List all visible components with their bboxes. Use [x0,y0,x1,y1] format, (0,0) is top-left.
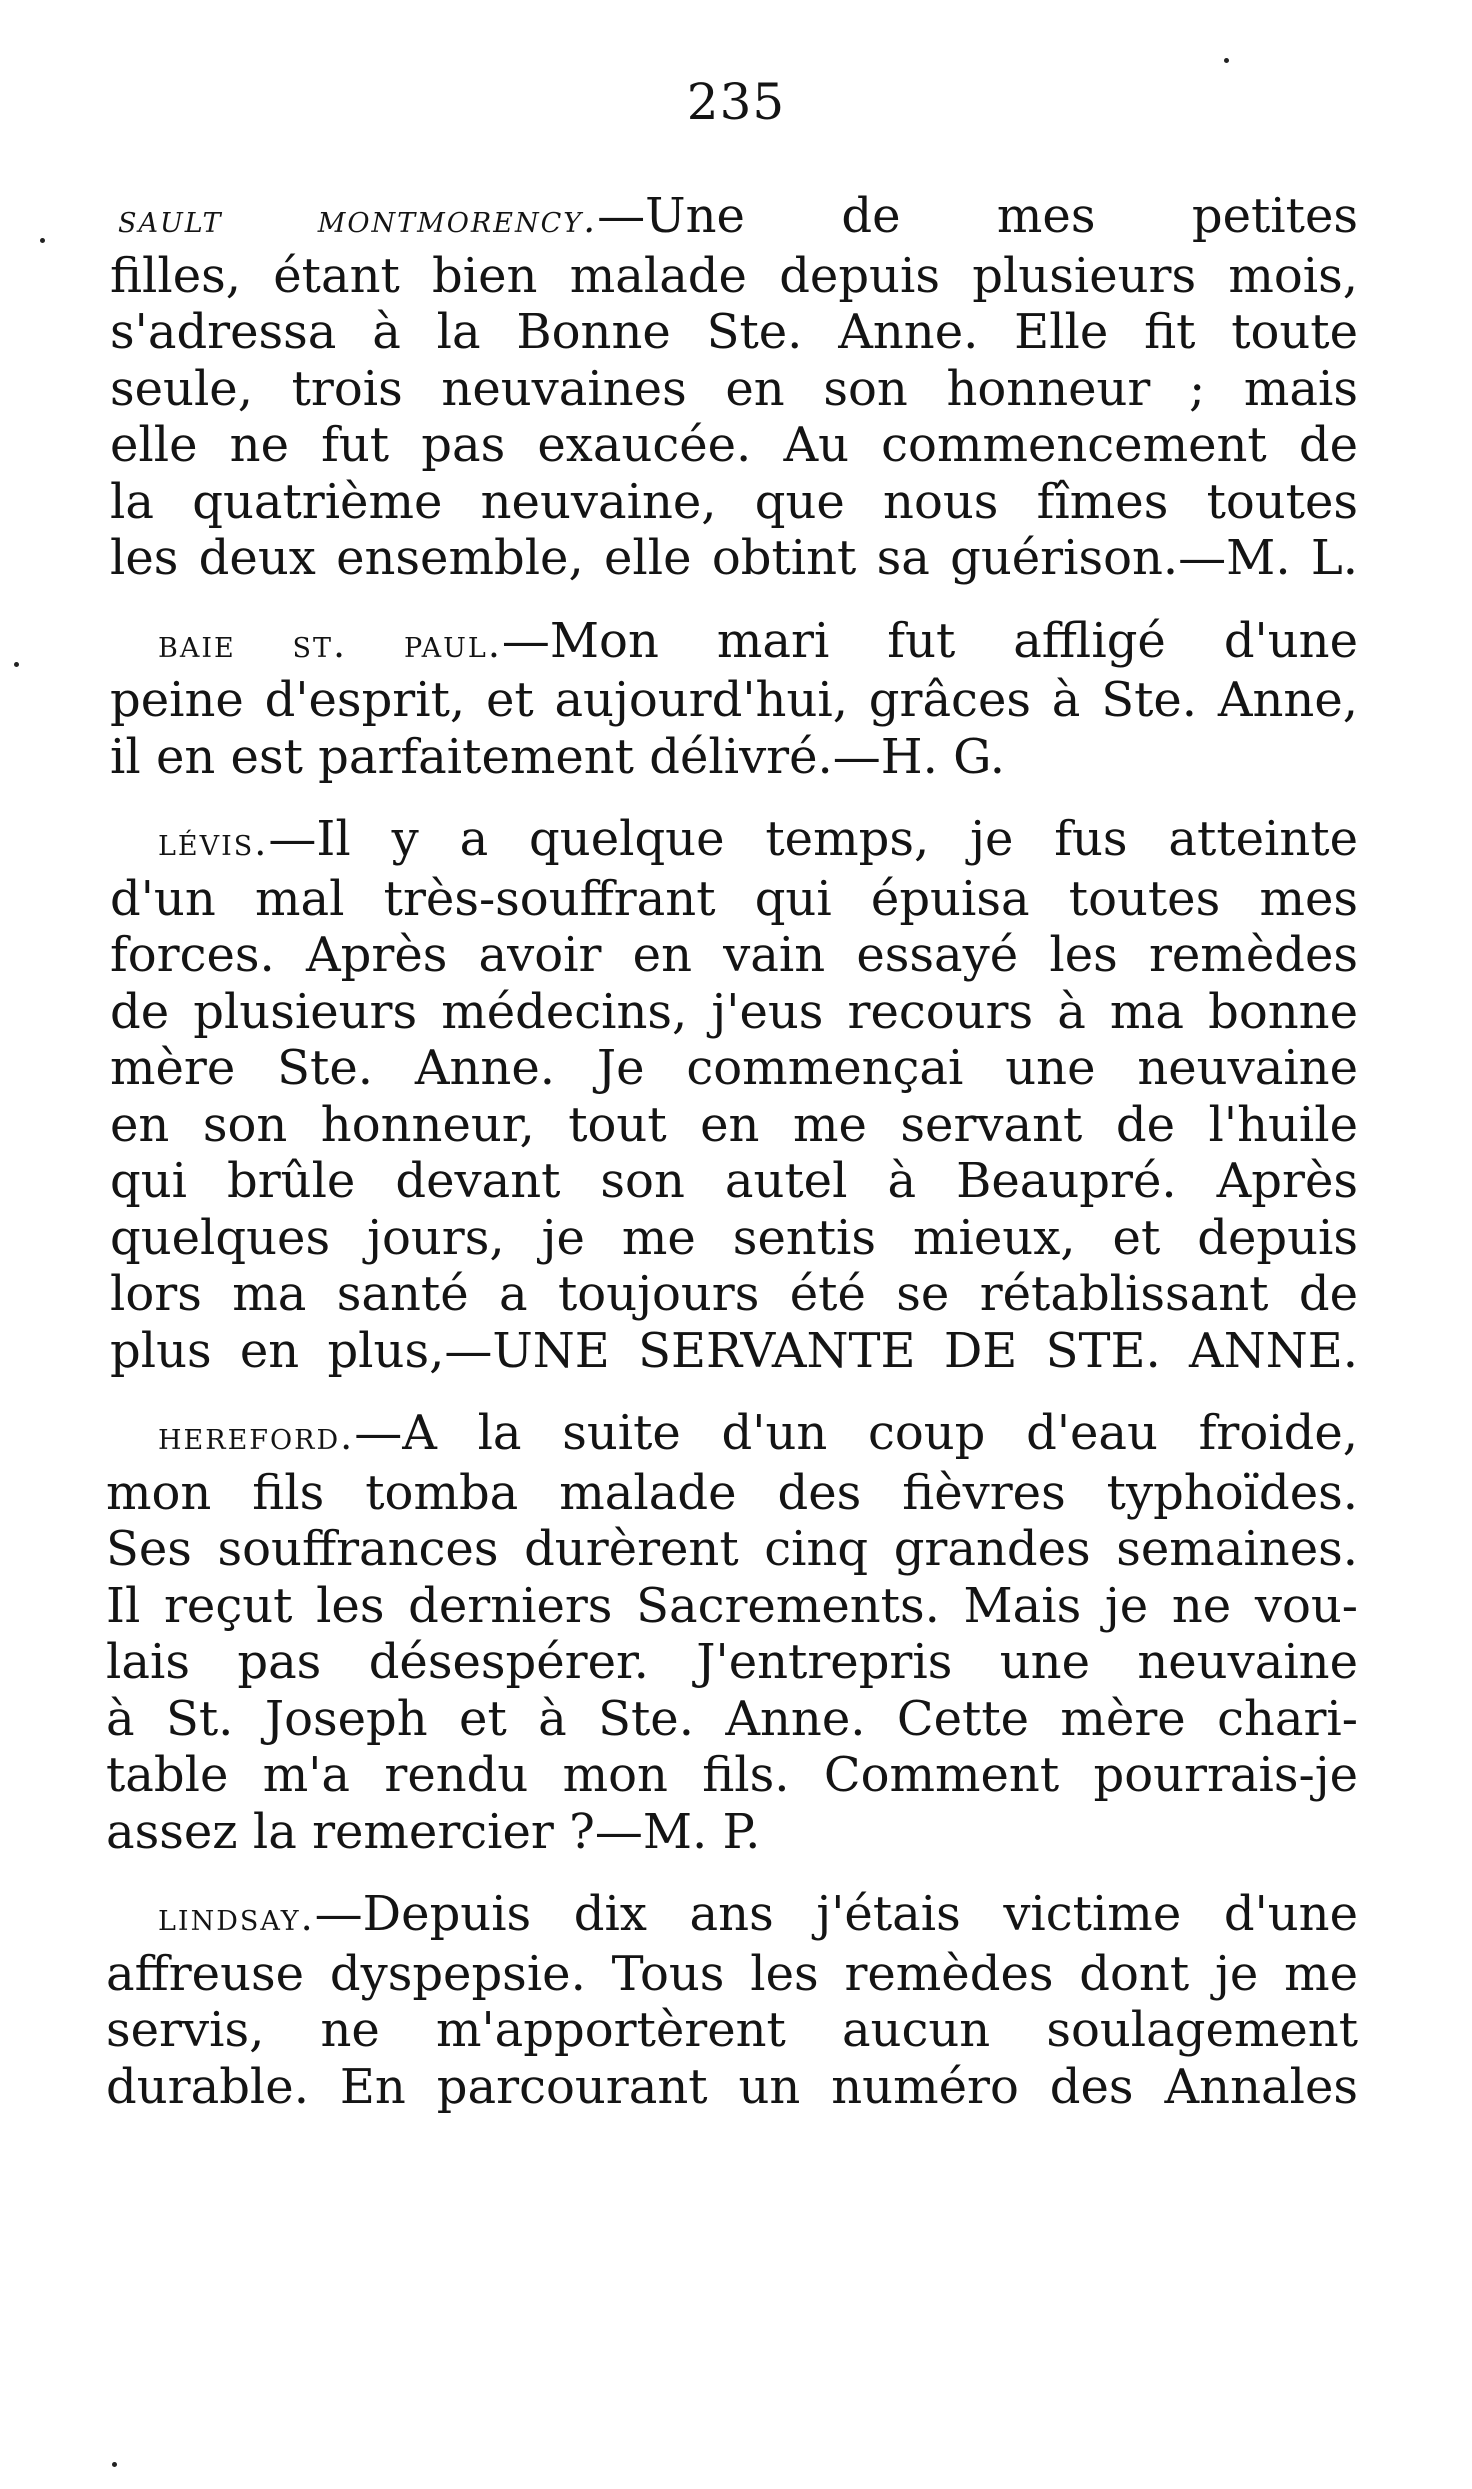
text-line: quelques jours, je me sentis mieux, et depuis [110,1209,1358,1266]
text-fragment: —Depuis dix ans j'étais victime d'une [314,1886,1358,1942]
text-line: il en est parfaitement délivré.—H. G. [110,728,1006,785]
text-line: à St. Joseph et à Ste. Anne. Cette mère chari- [106,1690,1358,1747]
text-line: en son honneur, tout en me servant de l'huile [110,1096,1358,1153]
text-line [110,1323,1358,1380]
place-name: lindsay. [158,1895,315,1939]
text-line: Il reçut les derniers Sacrements. Mais je ne vou- [106,1577,1358,1634]
margin-dot [112,2462,117,2467]
text-line [118,1886,1358,1946]
signature: UNE SERVANTE DE STE. ANNE. [492,1322,1359,1379]
testimony-paragraph [110,811,1359,1379]
text-line: durable. En parcourant un numéro des Annales [106,2058,1358,2115]
text-line [118,613,1358,673]
text-line: servis, ne m'apportèrent aucun soulagement [106,2002,1358,2058]
text-column [106,188,1359,2141]
text-line: lais pas désespérer. J'entrepris une neuvaine [106,1634,1358,1690]
text-line: Ses souffrances durèrent cinq grandes semaines. [106,1521,1358,1577]
text-line: seule, trois neuvaines en son honneur ; mais [110,360,1358,417]
text-fragment: —Mon mari fut affligé d'une [501,612,1358,669]
text-line: filles, étant bien malade depuis plusieurs mois, [110,247,1358,304]
text-line: mon fils tomba malade des fièvres typhoïdes. [106,1464,1358,1521]
text-line: forces. Après avoir en vain essayé les remèdes [110,927,1358,983]
text-line: elle ne fut pas exaucée. Au commencement de [110,417,1358,473]
place-name: sault montmorency. [118,197,598,241]
text-line: peine d'esprit, et aujourd'hui, grâces à Ste. Anne, [110,672,1358,728]
margin-dot [40,238,45,243]
text-fragment: —Une de mes petites [597,188,1358,244]
text-line [118,811,1358,871]
place-name: hereford. [158,1414,355,1458]
text-line: qui brûle devant son autel à Beaupré. Après [110,1153,1358,1209]
margin-dot [1224,58,1229,63]
text-line: les deux ensemble, elle obtint sa guérison.—M. L. [110,530,1358,586]
page-number: 235 [686,73,786,131]
text-line: affreuse dyspepsie. Tous les remèdes dont je me [106,1945,1358,2002]
text-line: lors ma santé a toujours été se rétablissant de [110,1266,1358,1322]
testimony-paragraph [110,612,1358,786]
text-line: assez la remercier ?—M. P. [106,1803,761,1860]
text-line [118,188,1358,248]
text-line: d'un mal très-souffrant qui épuisa toutes mes [110,870,1358,927]
text-line: mère Ste. Anne. Je commençai une neuvaine [110,1040,1358,1096]
testimony-paragraph [106,1886,1358,2115]
margin-dot [14,662,19,667]
text-fragment: —Il y a quelque temps, je fus atteinte [268,811,1358,867]
text-line: la quatrième neuvaine, que nous fîmes toutes [110,473,1358,530]
testimony-paragraph [106,1405,1358,1860]
text-line: table m'a rendu mon fils. Comment pourrais-je [106,1747,1358,1803]
text-line: de plusieurs médecins, j'eus recours à ma bonne [110,983,1358,1040]
text-fragment: —A la suite d'un coup d'eau froide, [354,1405,1358,1461]
place-name: lévis. [158,820,269,864]
text-fragment: plus en plus,— [110,1322,493,1379]
testimony-paragraph [110,188,1358,587]
text-line: s'adressa à la Bonne Ste. Anne. Elle fit toute [110,304,1358,360]
text-line [118,1405,1358,1465]
place-name: baie st. paul. [158,621,502,666]
